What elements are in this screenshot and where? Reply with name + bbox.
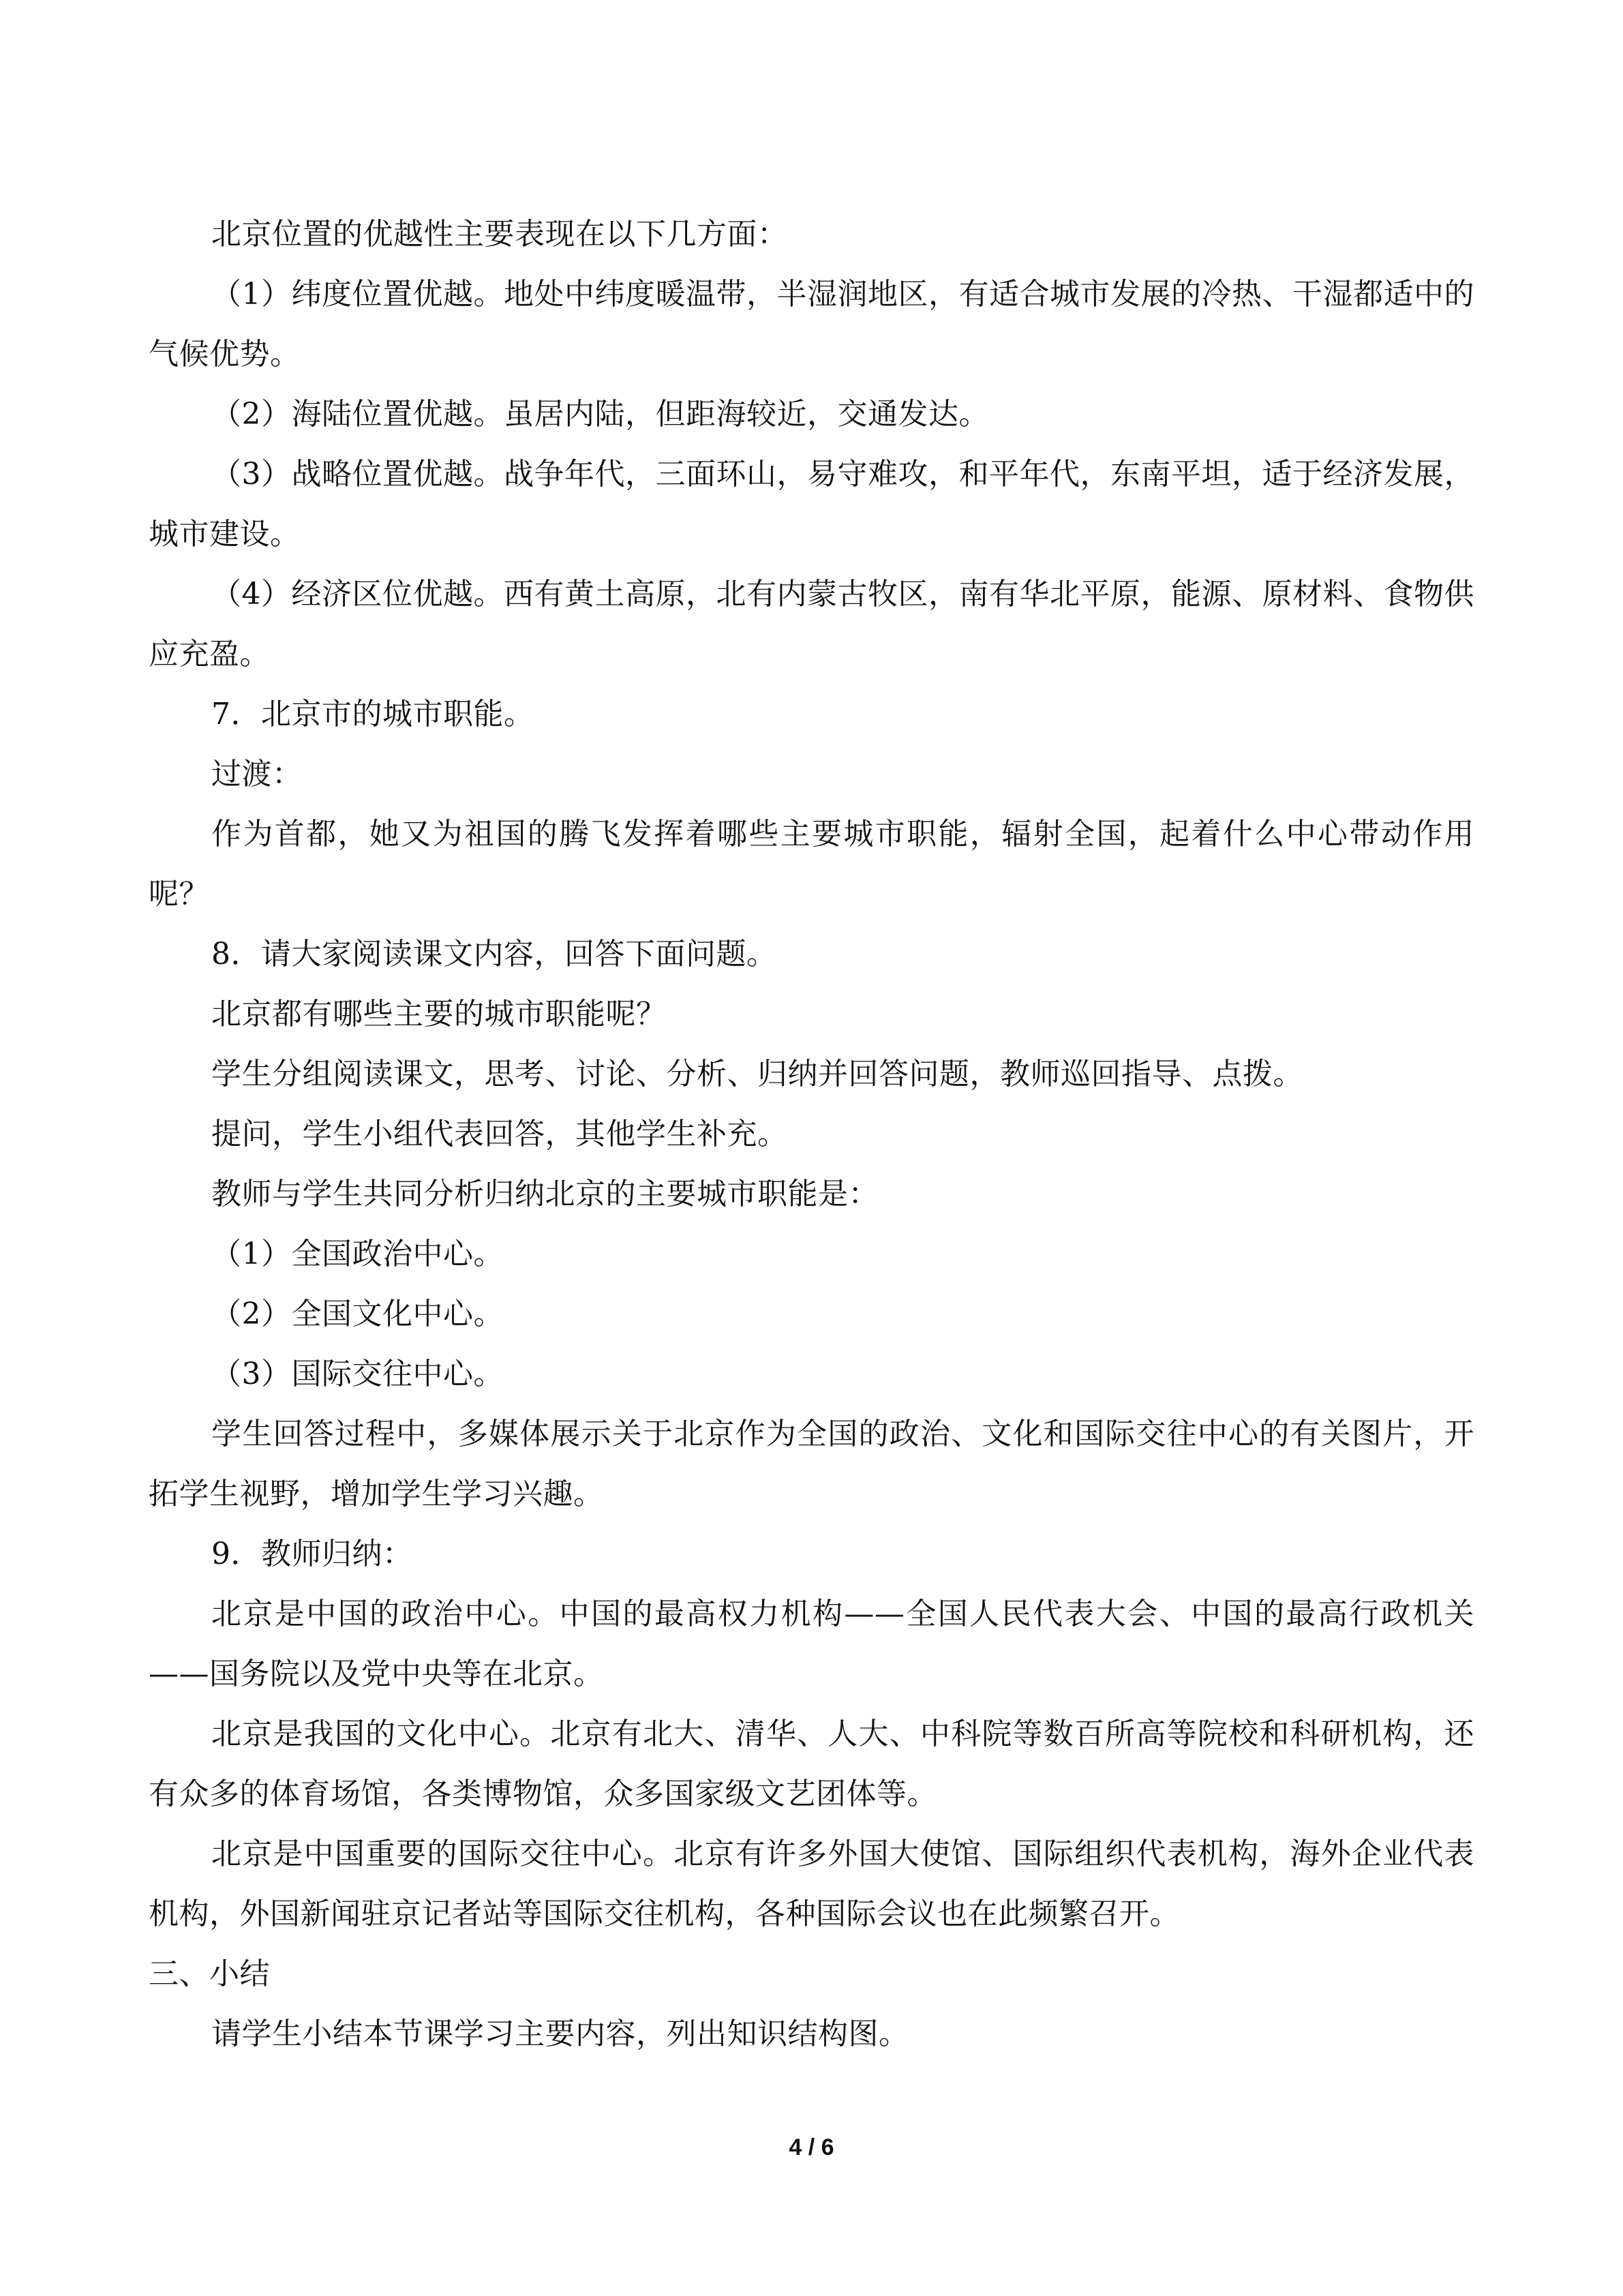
paragraph-political-detail: 北京是中国的政治中心。中国的最高权力机构——全国人民代表大会、中国的最高行政机关——国务院以及党中央等在北京。 (149, 1597, 1474, 1691)
paragraph-sea-land-advantage: （2）海陆位置优越。虽居内陆，但距海较近，交通发达。 (211, 397, 989, 432)
page-number: 4 / 6 (789, 2134, 834, 2160)
paragraph-summary-task: 请学生小结本节课学习主要内容，列出知识结构图。 (211, 2016, 909, 2051)
paragraph-location-advantages-intro: 北京位置的优越性主要表现在以下几方面： (211, 217, 788, 252)
paragraph-group-reading: 学生分组阅读课文，思考、讨论、分析、归纳并回答问题，教师巡回指导、点拨。 (211, 1057, 1303, 1091)
paragraph-transition-label: 过渡： (211, 757, 303, 791)
paragraph-item-8-heading: 8．请大家阅读课文内容，回答下面问题。 (211, 937, 777, 971)
paragraph-item-7-heading: 7．北京市的城市职能。 (211, 697, 534, 731)
paragraph-latitude-advantage: （1）纬度位置优越。地处中纬度暖温带，半湿润地区，有适合城市发展的冷热、干湿都适中的气候优势。 (149, 277, 1474, 372)
paragraph-political-center: （1）全国政治中心。 (211, 1237, 504, 1271)
paragraph-cultural-center: （2）全国文化中心。 (211, 1297, 504, 1331)
document-body (149, 205, 1474, 2064)
paragraph-transition-question: 作为首都，她又为祖国的腾飞发挥着哪些主要城市职能，辐射全国，起着什么中心带动作用呢？ (149, 817, 1474, 911)
paragraph-strategic-advantage: （3）战略位置优越。战争年代，三面环山，易守难攻，和平年代，东南平坦，适于经济发展，城市建设。 (149, 457, 1474, 552)
paragraph-functions-question: 北京都有哪些主要的城市职能呢？ (211, 997, 667, 1031)
paragraph-multimedia-display: 学生回答过程中，多媒体展示关于北京作为全国的政治、文化和国际交往中心的有关图片，开拓学生视野，增加学生学习兴趣。 (149, 1417, 1474, 1511)
paragraph-international-detail: 北京是中国重要的国际交往中心。北京有许多外国大使馆、国际组织代表机构，海外企业代表机构，外国新闻驻京记者站等国际交往机构，各种国际会议也在此频繁召开。 (149, 1837, 1474, 1931)
paragraph-economic-advantage: （4）经济区位优越。西有黄土高原，北有内蒙古牧区，南有华北平原，能源、原材料、食物供应充盈。 (149, 577, 1474, 671)
paragraph-questioning: 提问，学生小组代表回答，其他学生补充。 (211, 1117, 788, 1151)
paragraph-item-9-heading: 9．教师归纳： (211, 1537, 413, 1571)
paragraph-cultural-detail: 北京是我国的文化中心。北京有北大、清华、人大、中科院等数百所高等院校和科研机构，还有众多的体育场馆，各类博物馆，众多国家级文艺团体等。 (149, 1717, 1474, 1811)
paragraph-analysis-intro: 教师与学生共同分析归纳北京的主要城市职能是： (211, 1177, 879, 1211)
section-heading-summary: 三、小结 (149, 1957, 270, 1991)
paragraph-international-center: （3）国际交往中心。 (211, 1357, 504, 1391)
